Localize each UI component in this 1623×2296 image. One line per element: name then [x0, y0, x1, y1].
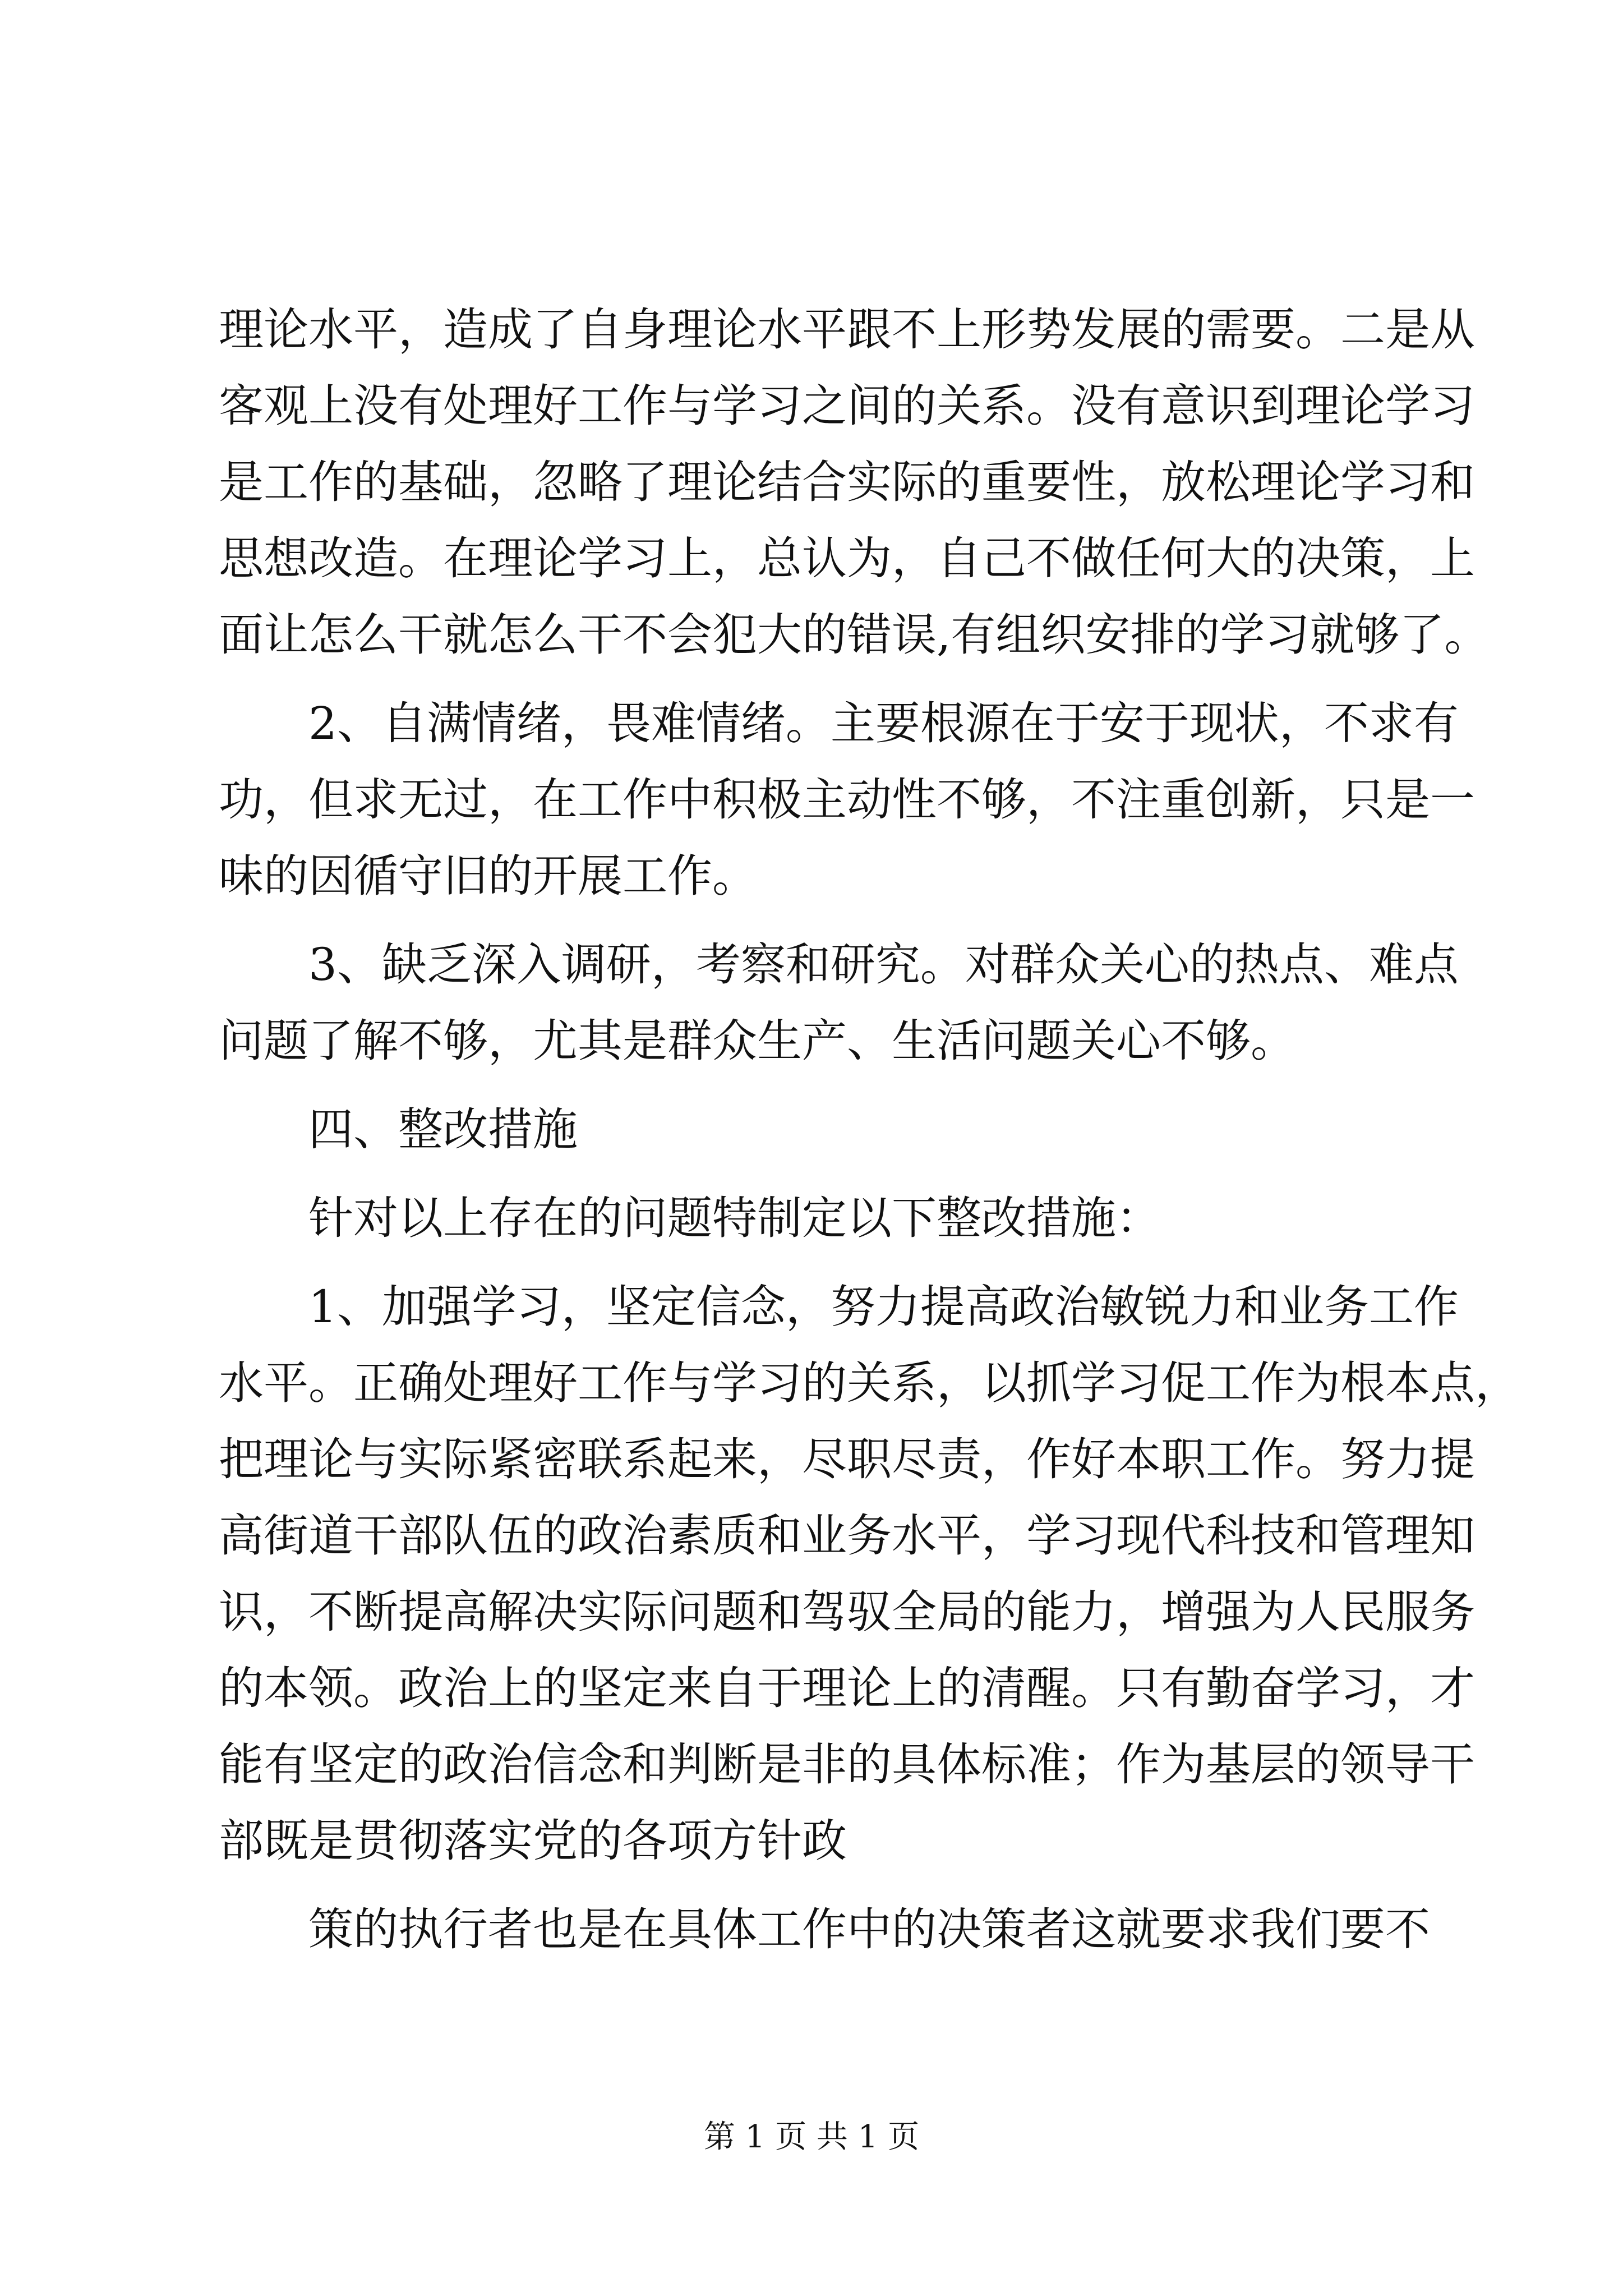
text-line: 能有坚定的政治信念和判断是非的具体标准；作为基层的领导干 [219, 1738, 1475, 1791]
text-line: 部既是贯彻落实党的各项方针政 [219, 1815, 847, 1867]
text-line: 策的执行者也是在具体工作中的决策者这就要求我们要不 [308, 1903, 1430, 1955]
text-line: 识，不断提高解决实际问题和驾驭全局的能力，增强为人民服务 [219, 1586, 1475, 1638]
text-line: 味的因循守旧的开展工作。 [219, 850, 757, 902]
text-line: 思想改造。在理论学习上，总认为，自己不做任何大的决策，上 [219, 532, 1475, 585]
text-line: 客观上没有处理好工作与学习之间的关系。没有意识到理论学习 [219, 380, 1475, 432]
text-line: 是工作的基础，忽略了理论结合实际的重要性，放松理论学习和 [219, 456, 1475, 508]
page-number-footer: 第 1 页 共 1 页 [703, 2119, 920, 2155]
text-line: 水平。正确处理好工作与学习的关系，以抓学习促工作为根本点， [219, 1357, 1520, 1409]
text-line: 针对以上存在的问题特制定以下整改措施： [308, 1192, 1161, 1244]
section-heading: 四、整改措施 [308, 1103, 578, 1156]
text-line: 的本领。政治上的坚定来自于理论上的清醒。只有勤奋学习，才 [219, 1662, 1475, 1714]
text-line: 面让怎么干就怎么干不会犯大的错误,有组织安排的学习就够了。 [219, 609, 1490, 661]
text-line: 问题了解不够，尤其是群众生产、生活问题关心不够。 [219, 1015, 1295, 1067]
text-line: 1、加强学习，坚定信念，努力提高政治敏锐力和业务工作 [308, 1281, 1459, 1333]
text-line: 2、自满情绪，畏难情绪。主要根源在于安于现状，不求有 [308, 697, 1459, 749]
text-line: 把理论与实际紧密联系起来，尽职尽责，作好本职工作。努力提 [219, 1433, 1475, 1485]
text-line: 理论水平，造成了自身理论水平跟不上形势发展的需要。二是从 [219, 303, 1475, 356]
text-line: 功，但求无过，在工作中积极主动性不够，不注重创新，只是一 [219, 774, 1475, 826]
document-body [219, 292, 1520, 1968]
text-line: 3、缺乏深入调研，考察和研究。对群众关心的热点、难点 [308, 938, 1459, 991]
text-line: 高街道干部队伍的政治素质和业务水平，学习现代科技和管理知 [219, 1510, 1475, 1562]
